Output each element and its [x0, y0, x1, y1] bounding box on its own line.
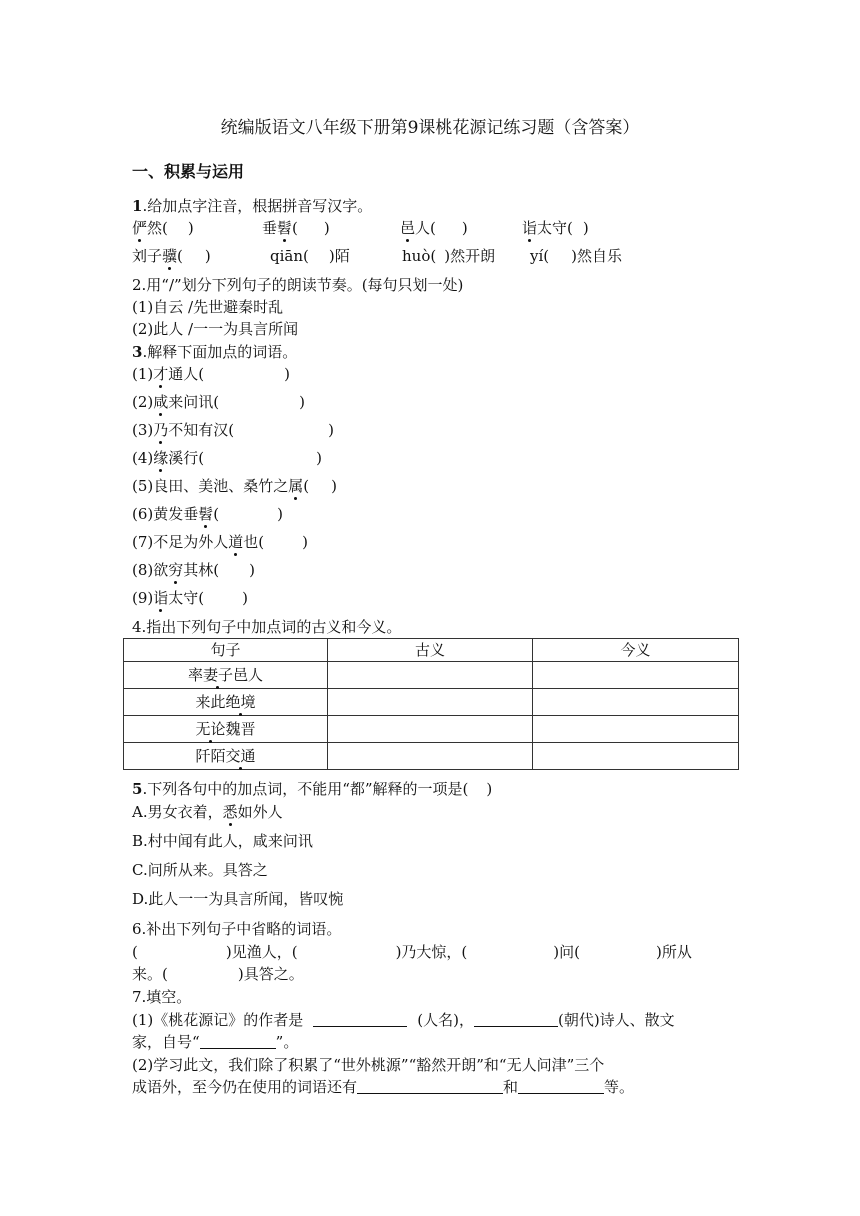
table-header-cell: 古义 — [328, 639, 533, 662]
q3-item: (7)不足为外人道也( ) — [132, 533, 308, 551]
blank-author[interactable] — [313, 1010, 407, 1027]
table-row — [124, 689, 739, 716]
q1-item: 俨然( ) — [132, 219, 194, 237]
answer-cell-modern[interactable] — [533, 689, 739, 716]
q7-line: (1)《桃花源记》的作者是 (人名)， (朝代)诗人、散文 — [132, 1011, 675, 1029]
answer-cell-ancient[interactable] — [328, 716, 533, 743]
q1-item: yí( )然自乐 — [530, 247, 622, 265]
answer-cell-ancient[interactable] — [328, 743, 533, 770]
sentence-cell: 来此绝境 — [124, 689, 328, 716]
blank-alias[interactable] — [200, 1032, 276, 1049]
blank-idiom-2[interactable] — [518, 1077, 604, 1094]
q1-stem: 1.给加点字注音，根据拼音写汉字。 — [132, 197, 373, 215]
q6-line: 来。( )具答之。 — [132, 965, 304, 983]
q4-stem: 4.指出下列句子中加点词的古义和今义。 — [132, 618, 402, 636]
q7-stem: 7.填空。 — [132, 988, 192, 1006]
blank-idiom-1[interactable] — [357, 1077, 503, 1094]
answer-cell-ancient[interactable] — [328, 662, 533, 689]
document-title: 统编版语文八年级下册第9课桃花源记练习题（含答案） — [220, 118, 640, 138]
q3-item: (9)诣太守( ) — [132, 589, 248, 607]
q2-item: (2)此人 /一一为具言所闻 — [132, 320, 299, 338]
q2-stem: 2.用“/”划分下列句子的朗读节奏。(每句只划一处) — [132, 276, 464, 294]
q3-item: (5)良田、美池、桑竹之属( ) — [132, 477, 337, 495]
q5-stem: 5.下列各句中的加点词，不能用“都”解释的一项是( ) — [132, 780, 493, 798]
q7-line: 家，自号“ ”。 — [132, 1033, 299, 1051]
sentence-cell: 无论魏晋 — [124, 716, 328, 743]
table-header-row — [124, 639, 739, 662]
table-row — [124, 743, 739, 770]
q3-stem: 3.解释下面加点的词语。 — [132, 343, 298, 361]
answer-cell-modern[interactable] — [533, 662, 739, 689]
q3-item: (6)黄发垂髫( ) — [132, 505, 283, 523]
q3-item: (3)乃不知有汉( ) — [132, 421, 334, 439]
table-header-cell: 句子 — [124, 639, 328, 662]
q3-item: (8)欲穷其林( ) — [132, 561, 255, 579]
answer-cell-modern[interactable] — [533, 743, 739, 770]
sentence-cell: 率妻子邑人 — [124, 662, 328, 689]
table-header-cell: 今义 — [533, 639, 739, 662]
meaning-table — [123, 638, 739, 770]
q5-option: D.此人一一为具言所闻，皆叹惋 — [132, 890, 344, 908]
answer-cell-ancient[interactable] — [328, 689, 533, 716]
sentence-cell: 阡陌交通 — [124, 743, 328, 770]
q3-item: (1)才通人( ) — [132, 365, 290, 383]
q5-option: B.村中闻有此人，咸来问讯 — [132, 832, 313, 850]
q1-item: 邑人( ) — [400, 219, 468, 237]
table-row — [124, 662, 739, 689]
q1-item: 垂髫( ) — [262, 219, 330, 237]
q7-line: (2)学习此文，我们除了积累了“世外桃源”“豁然开朗”和“无人问津”三个 — [132, 1056, 605, 1074]
q5-option: C.问所从来。具答之 — [132, 861, 268, 879]
q5-option: A.男女衣着，悉如外人 — [132, 803, 283, 821]
q3-item: (2)咸来问讯( ) — [132, 393, 305, 411]
q1-item: 诣太守( ) — [522, 219, 589, 237]
blank-dynasty[interactable] — [474, 1010, 558, 1027]
answer-cell-modern[interactable] — [533, 716, 739, 743]
q6-stem: 6.补出下列句子中省略的词语。 — [132, 920, 342, 938]
q3-item: (4)缘溪行( ) — [132, 449, 322, 467]
q2-item: (1)自云 /先世避秦时乱 — [132, 298, 284, 316]
q1-item: huò( )然开朗 — [402, 247, 496, 265]
section-heading: 一、积累与运用 — [132, 162, 245, 181]
q1-item: 刘子骥( ) — [132, 247, 211, 265]
table-row — [124, 716, 739, 743]
q1-item: qiān( )陌 — [270, 247, 350, 265]
q7-line: 成语外，至今仍在使用的词语还有 和 等。 — [132, 1078, 635, 1096]
q6-line: ( )见渔人，( )乃大惊，( )问( )所从 — [132, 943, 692, 961]
